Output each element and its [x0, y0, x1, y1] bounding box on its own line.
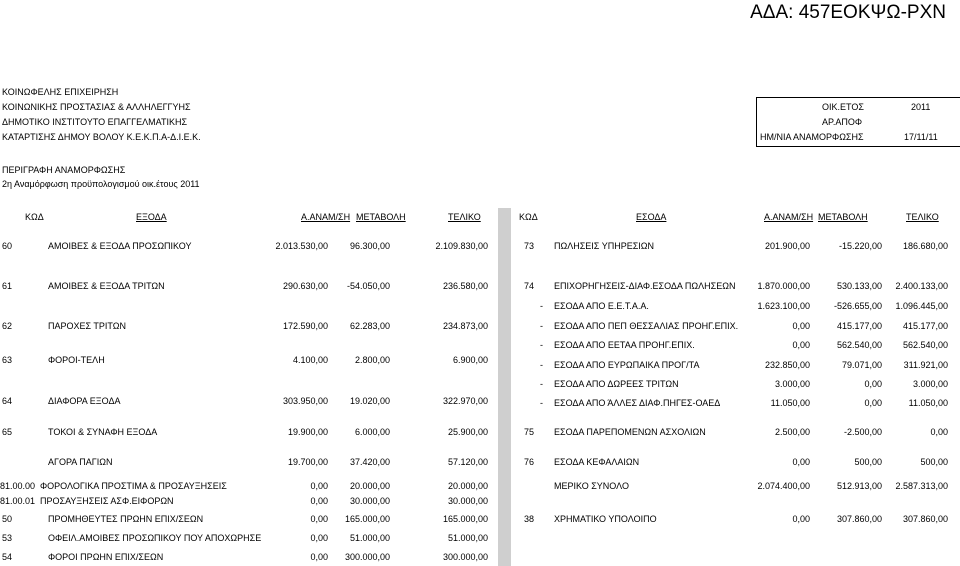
revenue-code: 38 — [524, 514, 535, 524]
org-line-4: ΚΑΤΑΡΤΙΣΗΣ ΔΗΜΟΥ ΒΟΛΟΥ Κ.Ε.Κ.Π.Α-Δ.Ι.Ε.Κ. — [2, 132, 201, 142]
revenue-approved-amount: 0,00 — [792, 321, 810, 331]
revenue-final-amount: 415.177,00 — [902, 321, 948, 331]
revenue-code: - — [540, 398, 543, 408]
revenue-approved-amount: 3.000,00 — [774, 379, 810, 389]
expense-approved-amount: 19.900,00 — [287, 427, 328, 437]
expense-code: 64 — [2, 396, 13, 406]
expense-final-amount: 165.000,00 — [442, 514, 488, 524]
expense-description: ΠΑΡΟΧΕΣ ΤΡΙΤΩΝ — [48, 321, 126, 331]
revenue-approved-amount: 201.900,00 — [764, 241, 810, 251]
expense-approved-amount: 0,00 — [310, 552, 328, 562]
expense-approved-amount: 172.590,00 — [282, 321, 328, 331]
description-text: 2η Αναμόρφωση προϋπολογισμού οικ.έτους 2011 — [2, 179, 200, 189]
revenue-description: ΕΣΟΔΑ ΑΠΟ ΠΕΠ ΘΕΣΣΑΛΙΑΣ ΠΡΟΗΓ.ΕΠΙΧ. — [554, 321, 739, 331]
revenue-code: 73 — [524, 241, 535, 251]
revenue-code: 76 — [524, 457, 535, 467]
expense-description: ΔΙΑΦΟΡΑ ΕΞΟΔΑ — [48, 396, 121, 406]
expense-code: 81.00.01 — [0, 496, 36, 506]
expense-code: 54 — [2, 552, 13, 562]
revenue-description: ΕΣΟΔΑ ΑΠΟ Ε.Ε.Τ.Α.Α. — [554, 301, 649, 311]
expense-approved-amount: 303.950,00 — [282, 396, 328, 406]
revenue-approved-amount: 232.850,00 — [764, 360, 810, 370]
expense-description: ΠΡΟΜΗΘΕΥΤΕΣ ΠΡΩΗΝ ΕΠΙΧ/ΣΕΩΝ — [48, 514, 204, 524]
revenue-final-amount: 500,00 — [920, 457, 948, 467]
expense-description: ΦΟΡΟΛΟΓΙΚΑ ΠΡΟΣΤΙΜΑ & ΠΡΟΣΑΥΞΗΣΕΙΣ — [40, 481, 227, 491]
expense-description: ΑΜΟΙΒΕΣ & ΕΞΟΔΑ ΤΡΙΤΩΝ — [48, 281, 165, 291]
revenue-change-amount: -526.655,00 — [833, 301, 882, 311]
revenue-approved-amount: 1.870.000,00 — [757, 281, 810, 291]
expense-change-amount: 51.000,00 — [349, 533, 390, 543]
revenue-final-amount: 0,00 — [930, 427, 948, 437]
revenue-final-amount: 2.587.313,00 — [895, 481, 948, 491]
revenue-description: ΧΡΗΜΑΤΙΚΟ ΥΠΟΛΟΙΠΟ — [554, 514, 657, 524]
revenue-approved-amount: 0,00 — [792, 514, 810, 524]
year-value: 2011 — [911, 102, 931, 112]
expense-final-amount: 322.970,00 — [442, 396, 488, 406]
expense-code: 61 — [2, 281, 13, 291]
revenue-change-amount: 307.860,00 — [836, 514, 882, 524]
revenue-final-amount: 562.540,00 — [902, 340, 948, 350]
expense-final-amount: 25.900,00 — [447, 427, 488, 437]
expense-approved-amount: 0,00 — [310, 514, 328, 524]
revenue-approved-amount: 2.500,00 — [774, 427, 810, 437]
revenue-code: - — [540, 340, 543, 350]
revenue-change-amount: 415.177,00 — [836, 321, 882, 331]
year-label: ΟΙΚ.ΕΤΟΣ — [822, 102, 864, 112]
expense-change-amount: -54.050,00 — [346, 281, 390, 291]
header-metavoli-left: ΜΕΤΑΒΟΛΗ — [356, 212, 406, 222]
revenue-change-amount: 562.540,00 — [836, 340, 882, 350]
expense-description: ΟΦΕΙΛ.ΑΜΟΙΒΕΣ ΠΡΟΣΩΠΙΚΟΥ ΠΟΥ ΑΠΟΧΩΡΗΣΕ — [48, 533, 262, 543]
expense-final-amount: 30.000,00 — [447, 496, 488, 506]
expense-approved-amount: 0,00 — [310, 496, 328, 506]
expense-change-amount: 19.020,00 — [349, 396, 390, 406]
description-title: ΠΕΡΙΓΡΑΦΗ ΑΝΑΜΟΡΦΩΣΗΣ — [2, 165, 126, 175]
expense-final-amount: 6.900,00 — [452, 355, 488, 365]
expense-final-amount: 2.109.830,00 — [435, 241, 488, 251]
expense-code: 65 — [2, 427, 13, 437]
ada-code: ΑΔΑ: 457ΕΟΚΨΩ-ΡΧΝ — [750, 2, 946, 23]
column-separator — [498, 208, 511, 566]
revenue-final-amount: 2.400.133,00 — [895, 281, 948, 291]
revenue-code: 74 — [524, 281, 535, 291]
expense-final-amount: 300.000,00 — [442, 552, 488, 562]
expense-approved-amount: 290.630,00 — [282, 281, 328, 291]
org-line-2: ΚΟΙΝΩΝΙΚΗΣ ΠΡΟΣΤΑΣΙΑΣ & ΑΛΛΗΛΕΓΓΥΗΣ — [2, 102, 191, 112]
expense-code: 63 — [2, 355, 13, 365]
revenue-change-amount: -15.220,00 — [838, 241, 882, 251]
revenue-description: ΕΣΟΔΑ ΑΠΟ ΆΛΛΕΣ ΔΙΑΦ.ΠΗΓΕΣ-ΟΑΕΔ — [554, 398, 721, 408]
revenue-final-amount: 1.096.445,00 — [895, 301, 948, 311]
revenue-final-amount: 311.921,00 — [903, 360, 948, 370]
revenue-final-amount: 11.050,00 — [908, 398, 948, 408]
revenue-change-amount: 0,00 — [864, 379, 882, 389]
expense-change-amount: 300.000,00 — [344, 552, 390, 562]
expense-description: ΤΟΚΟΙ & ΣΥΝΑΦΗ ΕΞΟΔΑ — [48, 427, 158, 437]
expense-approved-amount: 19.700,00 — [287, 457, 328, 467]
org-line-3: ΔΗΜΟΤΙΚΟ ΙΝΣΤΙΤΟΥΤΟ ΕΠΑΓΓΕΛΜΑΤΙΚΗΣ — [2, 117, 188, 127]
revenue-description: ΕΣΟΔΑ ΑΠΟ ΕΥΡΩΠΑΙΚΑ ΠΡΟΓ/ΤΑ — [554, 360, 700, 370]
header-exoda: ΕΞΟΔΑ — [136, 212, 167, 222]
expense-approved-amount: 2.013.530,00 — [275, 241, 328, 251]
expense-final-amount: 57.120,00 — [447, 457, 488, 467]
org-line-1: ΚΟΙΝΩΦΕΛΗΣ ΕΠΙΧΕΙΡΗΣΗ — [2, 87, 119, 97]
header-anam-left: Α.ΑΝΑΜ/ΣΗ — [301, 212, 351, 222]
revenue-description: ΜΕΡΙΚΟ ΣΥΝΟΛΟ — [554, 481, 629, 491]
expense-code: 50 — [2, 514, 13, 524]
revenue-change-amount: 512.913,00 — [836, 481, 882, 491]
revenue-description: ΕΣΟΔΑ ΠΑΡΕΠΟΜΕΝΩΝ ΑΣΧΟΛΙΩΝ — [554, 427, 706, 437]
expense-final-amount: 236.580,00 — [442, 281, 488, 291]
revenue-final-amount: 3.000,00 — [912, 379, 948, 389]
date-value: 17/11/11 — [904, 132, 938, 142]
expense-code: 53 — [2, 533, 13, 543]
expense-final-amount: 234.873,00 — [442, 321, 488, 331]
revenue-description: ΕΣΟΔΑ ΑΠΟ ΔΩΡΕΕΣ ΤΡΙΤΩΝ — [554, 379, 679, 389]
expense-change-amount: 37.420,00 — [349, 457, 390, 467]
expense-code: 81.00.00 — [0, 481, 36, 491]
expense-final-amount: 51.000,00 — [447, 533, 488, 543]
header-teliko-right: ΤΕΛΙΚΟ — [906, 212, 939, 222]
expense-change-amount: 62.283,00 — [349, 321, 390, 331]
date-label: ΗΜ/ΝΙΑ ΑΝΑΜΟΡΦΩΣΗΣ — [760, 132, 864, 142]
expense-change-amount: 165.000,00 — [344, 514, 390, 524]
expense-change-amount: 2.800,00 — [354, 355, 390, 365]
revenue-change-amount: -2.500,00 — [843, 427, 882, 437]
revenue-final-amount: 307.860,00 — [902, 514, 948, 524]
expense-description: ΑΜΟΙΒΕΣ & ΕΞΟΔΑ ΠΡΟΣΩΠΙΚΟΥ — [48, 241, 192, 251]
expense-description: ΠΡΟΣΑΥΞΗΣΕΙΣ ΑΣΦ.ΕΙΦΟΡΩΝ — [40, 496, 174, 506]
revenue-description: ΠΩΛΗΣΕΙΣ ΥΠΗΡΕΣΙΩΝ — [554, 241, 655, 251]
revenue-approved-amount: 1.623.100,00 — [757, 301, 810, 311]
header-kod-left: ΚΩΔ — [25, 212, 44, 222]
expense-description: ΦΟΡΟΙ-ΤΕΛΗ — [48, 355, 105, 365]
revenue-description: ΕΣΟΔΑ ΑΠΟ ΕΕΤΑΑ ΠΡΟΗΓ.ΕΠΙΧ. — [554, 340, 695, 350]
revenue-code: - — [540, 360, 543, 370]
header-teliko-left: ΤΕΛΙΚΟ — [448, 212, 481, 222]
expense-description: ΑΓΟΡΑ ΠΑΓΙΩΝ — [48, 457, 113, 467]
revenue-change-amount: 0,00 — [864, 398, 882, 408]
revenue-change-amount: 79.071,00 — [841, 360, 882, 370]
expense-description: ΦΟΡΟΙ ΠΡΩΗΝ ΕΠΙΧ/ΣΕΩΝ — [48, 552, 164, 562]
apof-label: ΑΡ.ΑΠΟΦ — [822, 117, 863, 127]
revenue-code: 75 — [524, 427, 535, 437]
header-esoda: ΕΣΟΔΑ — [636, 212, 667, 222]
expense-final-amount: 20.000,00 — [447, 481, 488, 491]
expense-approved-amount: 0,00 — [310, 481, 328, 491]
revenue-approved-amount: 11.050,00 — [770, 398, 810, 408]
revenue-approved-amount: 2.074.400,00 — [757, 481, 810, 491]
expense-change-amount: 30.000,00 — [349, 496, 390, 506]
expense-code: 60 — [2, 241, 13, 251]
revenue-approved-amount: 0,00 — [792, 457, 810, 467]
revenue-code: - — [540, 321, 543, 331]
revenue-final-amount: 186.680,00 — [902, 241, 948, 251]
header-metavoli-right: ΜΕΤΑΒΟΛΗ — [818, 212, 868, 222]
expense-approved-amount: 4.100,00 — [292, 355, 328, 365]
expense-change-amount: 96.300,00 — [349, 241, 390, 251]
expense-code: 62 — [2, 321, 13, 331]
expense-change-amount: 20.000,00 — [349, 481, 390, 491]
expense-change-amount: 6.000,00 — [354, 427, 390, 437]
revenue-description: ΕΣΟΔΑ ΚΕΦΑΛΑΙΩΝ — [554, 457, 640, 467]
expense-approved-amount: 0,00 — [310, 533, 328, 543]
revenue-approved-amount: 0,00 — [792, 340, 810, 350]
header-anam-right: Α.ΑΝΑΜ/ΣΗ — [764, 212, 814, 222]
revenue-change-amount: 500,00 — [854, 457, 882, 467]
header-kod-right: ΚΩΔ — [519, 212, 538, 222]
revenue-description: ΕΠΙΧΟΡΗΓΗΣΕΙΣ-ΔΙΑΦ.ΕΣΟΔΑ ΠΩΛΗΣΕΩΝ — [554, 281, 736, 291]
revenue-code: - — [540, 379, 543, 389]
revenue-code: - — [540, 301, 543, 311]
revenue-change-amount: 530.133,00 — [836, 281, 882, 291]
